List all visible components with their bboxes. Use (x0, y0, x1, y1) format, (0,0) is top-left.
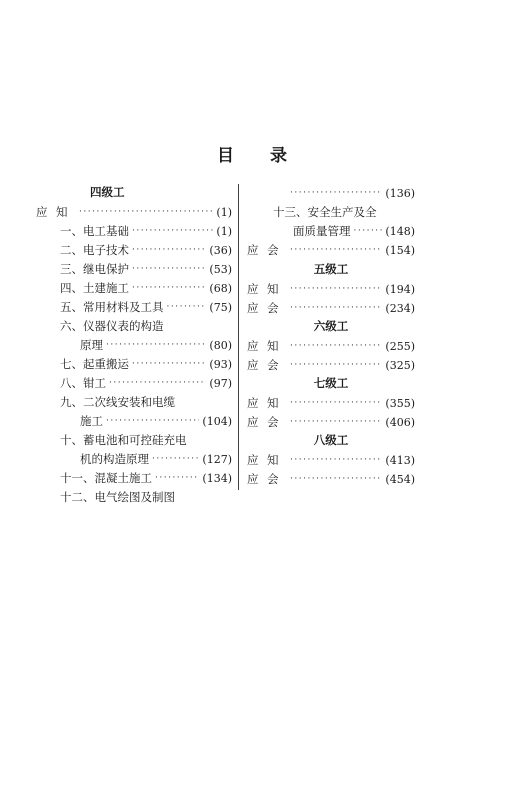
entry-label: 九、二次线安装和电缆 (60, 395, 175, 409)
entry-label: 施工 (80, 414, 103, 428)
toc-entry[interactable] (60, 241, 232, 259)
toc-entry[interactable]: 应 会 ····· (406) (247, 413, 415, 431)
section-heading-grade-7: 七级工 (313, 376, 349, 390)
entry-label: 六、仪器仪表的构造 (60, 319, 164, 333)
toc-entry[interactable]: 应 知 ····· (1) (36, 203, 232, 221)
dot-leader (132, 245, 206, 255)
dot-leader (132, 283, 206, 293)
toc-entry[interactable] (287, 184, 415, 202)
page-number: (355) (385, 396, 415, 410)
page-number: (80) (209, 338, 232, 352)
entry-label: 原理 (80, 338, 103, 352)
dot-leader (290, 455, 382, 465)
page-number: (325) (385, 358, 415, 372)
title-char-1: 目 (217, 146, 236, 166)
dot-leader (132, 226, 213, 236)
toc-entry[interactable]: 应 知 ····· (355) (247, 394, 415, 412)
dot-leader (290, 284, 382, 294)
entry-label: 十、蓄电池和可控硅充电 (60, 433, 187, 447)
page-number: (454) (385, 472, 415, 486)
toc-entry[interactable]: 应 知 ····· (413) (247, 451, 415, 469)
page-number: (53) (209, 262, 232, 276)
page-number: (36) (209, 243, 232, 257)
column-divider (238, 184, 239, 490)
section-heading-grade-6: 六级工 (313, 319, 349, 333)
page-number: (255) (385, 339, 415, 353)
entry-label: 八、钳工 (60, 376, 106, 390)
toc-entry[interactable] (60, 298, 232, 316)
toc-entry[interactable] (80, 450, 232, 468)
section-heading-grade-8: 八级工 (313, 433, 349, 447)
dot-leader (155, 473, 199, 483)
entry-label: 机的构造原理 (80, 452, 149, 466)
toc-entry[interactable]: 应 知 ····· (255) (247, 337, 415, 355)
entry-label: 三、继电保护 (60, 262, 129, 276)
toc-entry[interactable] (60, 431, 232, 449)
dot-leader (167, 302, 207, 312)
entry-label: 二、电子技术 (60, 243, 129, 257)
toc-entry[interactable]: 应 会 ····· (325) (247, 356, 415, 374)
toc-entry[interactable] (60, 374, 232, 392)
toc-entry[interactable]: 应 会 ····· (154) (247, 241, 415, 259)
dot-leader (290, 188, 382, 198)
page-number: (68) (209, 281, 232, 295)
dot-leader (290, 303, 382, 313)
dot-leader (152, 454, 199, 464)
entry-label: 五、常用材料及工具 (60, 300, 164, 314)
dot-leader (290, 474, 382, 484)
entry-label: 十二、电气绘图及制图 (60, 490, 175, 504)
dot-leader (79, 207, 213, 217)
toc-entry[interactable] (60, 279, 232, 297)
toc-entry[interactable] (293, 222, 415, 240)
page-number: (104) (202, 414, 232, 428)
title-char-2: 录 (270, 146, 289, 166)
entry-label: 十三、安全生产及全 (273, 205, 377, 219)
entry-label: 七、起重搬运 (60, 357, 129, 371)
page-number: (1) (216, 205, 232, 219)
page-number: (1) (216, 224, 232, 238)
toc-entry[interactable]: 应 会 ····· (454) (247, 470, 415, 488)
entry-label: 面质量管理 (293, 224, 351, 238)
page-title (0, 141, 506, 166)
page-number: (97) (209, 376, 232, 390)
entry-label: 一、电工基础 (60, 224, 129, 238)
page-number: (134) (202, 471, 232, 485)
toc-entry[interactable] (60, 355, 232, 373)
section-heading-grade-5: 五级工 (313, 262, 349, 276)
dot-leader (290, 341, 382, 351)
dot-leader (106, 416, 199, 426)
page-number: (194) (385, 282, 415, 296)
page-number: (154) (385, 243, 415, 257)
toc-entry[interactable] (80, 412, 232, 430)
dot-leader (106, 340, 206, 350)
page-number: (234) (385, 301, 415, 315)
toc-entry[interactable]: 应 知 ····· (194) (247, 280, 415, 298)
dot-leader (132, 359, 206, 369)
toc-entry[interactable] (60, 469, 232, 487)
dot-leader (290, 245, 382, 255)
dot-leader (290, 417, 382, 427)
dot-leader (290, 360, 382, 370)
toc-entry[interactable] (60, 222, 232, 240)
toc-entry[interactable] (80, 336, 232, 354)
toc-entry[interactable] (60, 393, 232, 411)
entry-label: 四、土建施工 (60, 281, 129, 295)
dot-leader (354, 226, 383, 236)
toc-entry[interactable]: 应 会 ····· (234) (247, 299, 415, 317)
toc-entry[interactable] (273, 203, 415, 221)
dot-leader (290, 398, 382, 408)
toc-entry[interactable] (60, 488, 232, 506)
page-number: (127) (202, 452, 232, 466)
page-number: (75) (209, 300, 232, 314)
dot-leader (109, 378, 206, 388)
page-number: (413) (385, 453, 415, 467)
toc-entry[interactable] (60, 260, 232, 278)
page-number: (148) (385, 224, 415, 238)
page-number: (406) (385, 415, 415, 429)
entry-label: 十一、混凝土施工 (60, 471, 152, 485)
section-heading-grade-4: 四级工 (90, 185, 125, 199)
page-number: (136) (385, 186, 415, 200)
toc-entry[interactable] (60, 317, 232, 335)
page-number: (93) (209, 357, 232, 371)
dot-leader (132, 264, 206, 274)
